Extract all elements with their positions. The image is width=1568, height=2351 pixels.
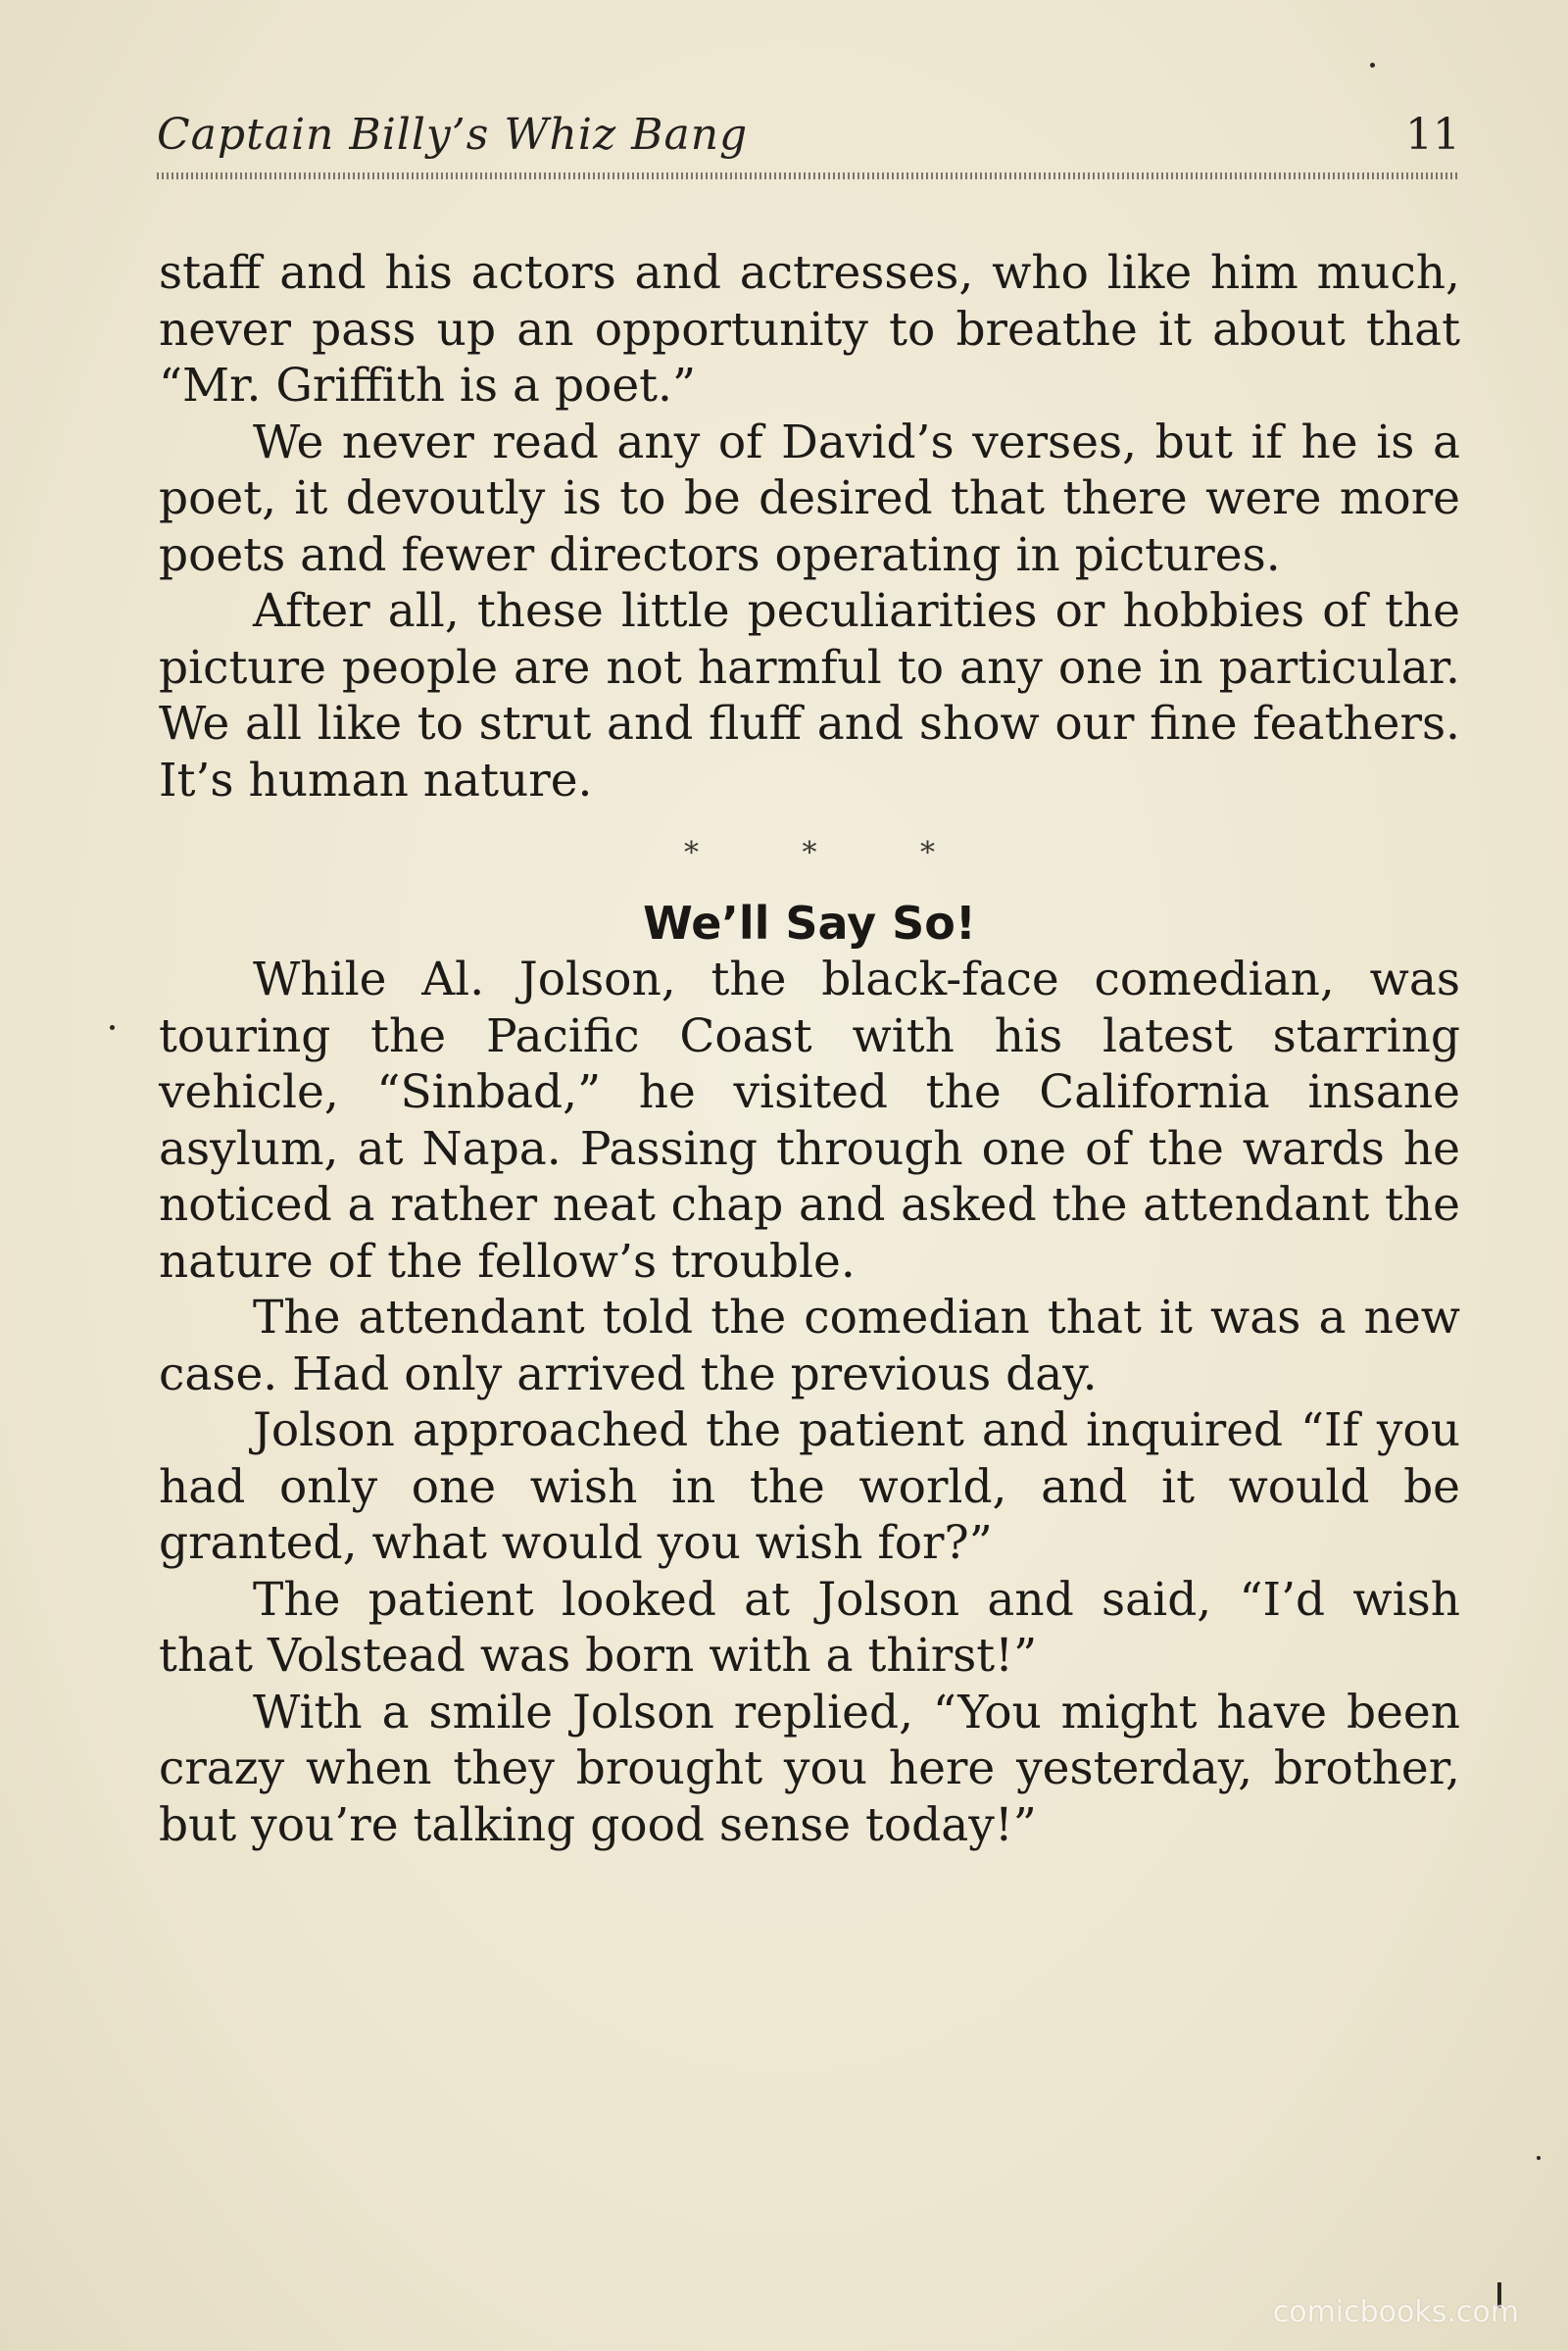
running-header bbox=[157, 110, 1460, 169]
print-speck bbox=[110, 1025, 115, 1030]
paragraph: Jolson approached the patient and inquired “If you had only one wish in the world, and it would be granted, what would you wish for?” bbox=[159, 1403, 1460, 1570]
publication-title: Captain Billy’s Whiz Bang bbox=[157, 110, 749, 160]
paragraph: The patient looked at Jolson and said, “I’d wish that Volstead was born with a thirst!” bbox=[159, 1572, 1460, 1683]
paragraph: With a smile Jolson replied, “You might have been crazy when they brought you here yesterday, brother, but you’re talking good sense today!” bbox=[159, 1685, 1460, 1852]
paragraph: While Al. Jolson, the black-face comedian, was touring the Pacific Coast with his latest starring vehicle, “Sinbad,” he visited the California insane asylum, at Napa. Passing through one of the wards he noticed a rather neat chap and asked the attendant the nature of the fellow’s trouble. bbox=[159, 953, 1460, 1289]
watermark: comicbooks.com bbox=[1272, 2295, 1519, 2329]
paragraph-continued: staff and his actors and actresses, who like him much, never pass up an opportunity to breathe it about that “Mr. Griffith is a poet.” bbox=[159, 246, 1460, 413]
section-heading: We’ll Say So! bbox=[643, 897, 976, 950]
header-rule bbox=[157, 172, 1460, 179]
page-number: 11 bbox=[1405, 110, 1460, 160]
article-body bbox=[159, 245, 1460, 1853]
paragraph: After all, these little peculiarities or hobbies of the picture people are not harmful to any one in particular. We all like to strut and fluff and show our fine feathers. It’s human nature. bbox=[159, 584, 1460, 808]
paragraph: We never read any of David’s verses, but if he is a poet, it devoutly is to be desired that there were more poets and fewer directors operating in pictures. bbox=[159, 415, 1460, 582]
print-speck bbox=[1537, 2156, 1541, 2160]
section-separator: * * * bbox=[683, 836, 983, 870]
print-speck bbox=[1370, 63, 1375, 68]
paragraph: The attendant told the comedian that it was a new case. Had only arrived the previous day. bbox=[159, 1291, 1460, 1401]
